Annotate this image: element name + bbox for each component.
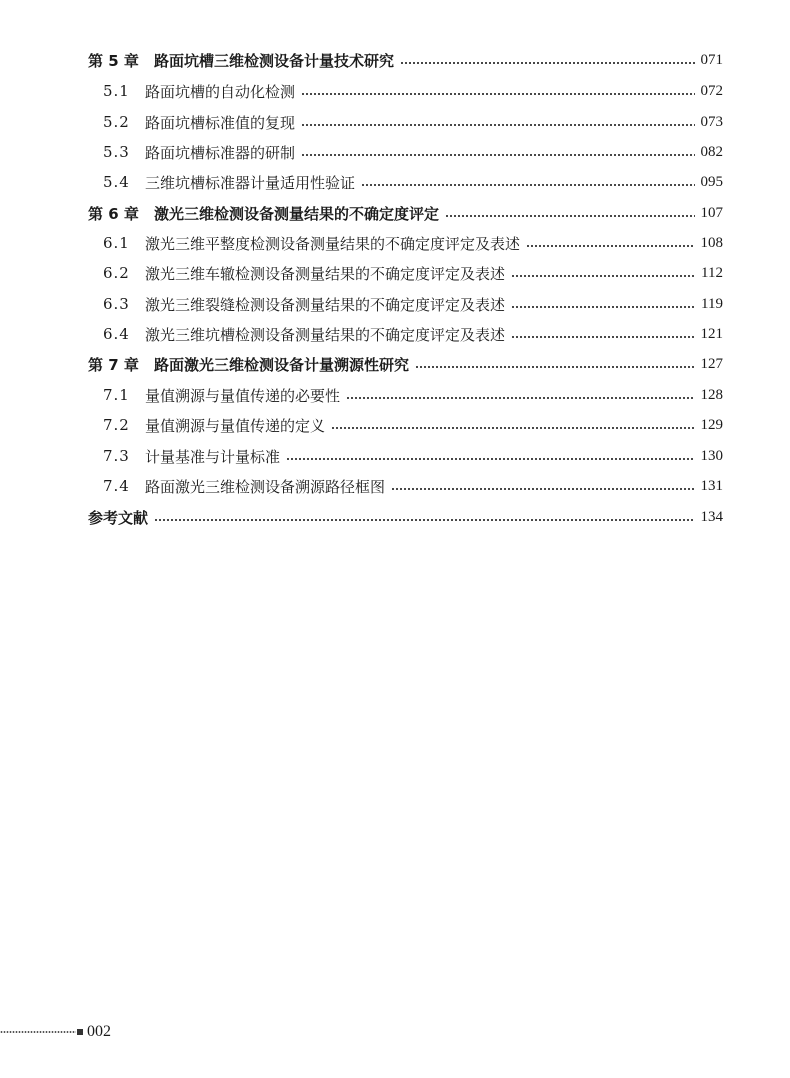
entry-page: 095: [700, 173, 723, 190]
dot-leader: [526, 245, 694, 247]
entry-number: 5.3: [103, 143, 130, 161]
dot-leader: [445, 215, 694, 217]
entry-title: 路面坑槽标准值的复现: [145, 113, 296, 132]
entry-page: 121: [700, 325, 723, 342]
dot-leader: [286, 458, 694, 460]
entry-number: 第 7 章: [88, 355, 139, 374]
entry-title: 参考文献: [88, 508, 149, 527]
entry-number: 6.2: [103, 264, 130, 282]
entry-title: 量值溯源与量值传递的必要性: [145, 386, 341, 405]
footer-rule: [0, 1031, 76, 1033]
entry-page: 112: [701, 264, 723, 281]
entry-page: 130: [700, 447, 723, 464]
entry-number: 7.2: [103, 416, 130, 434]
toc-entry-section-6-1[interactable]: [103, 231, 723, 255]
entry-number: 7.1: [103, 386, 130, 404]
dot-leader: [301, 93, 694, 95]
entry-page: 128: [700, 386, 723, 403]
page-footer: [0, 1022, 111, 1042]
dot-leader: [391, 488, 694, 490]
toc-entry-section-7-4[interactable]: [103, 474, 723, 498]
entry-page: 071: [700, 51, 723, 68]
toc-entry-section-5-3[interactable]: [103, 140, 723, 164]
dot-leader: [361, 184, 694, 186]
entry-page: 082: [700, 143, 723, 160]
entry-number: 7.4: [103, 477, 130, 495]
entry-title: 激光三维车辙检测设备测量结果的不确定度评定及表述: [145, 264, 506, 283]
toc-entry-section-5-1[interactable]: [103, 79, 723, 103]
dot-leader: [511, 336, 694, 338]
entry-title: 路面坑槽的自动化检测: [145, 82, 296, 101]
dot-leader: [154, 519, 694, 521]
toc-entry-section-6-3[interactable]: [103, 292, 723, 316]
entry-title: 量值溯源与量值传递的定义: [145, 416, 326, 435]
toc-entry-section-7-3[interactable]: [103, 444, 723, 468]
dot-leader: [301, 124, 694, 126]
entry-number: 6.4: [103, 325, 130, 343]
dot-leader: [511, 275, 695, 277]
entry-title: 激光三维裂缝检测设备测量结果的不确定度评定及表述: [145, 295, 506, 314]
entry-page: 131: [700, 477, 723, 494]
toc-entry-section-5-4[interactable]: [103, 170, 723, 194]
entry-page: 129: [700, 416, 723, 433]
entry-number: 5.2: [103, 113, 130, 131]
dot-leader: [346, 397, 694, 399]
dot-leader: [511, 306, 695, 308]
entry-title: 三维坑槽标准器计量适用性验证: [145, 173, 356, 192]
entry-page: 127: [700, 355, 723, 372]
entry-title: 激光三维平整度检测设备测量结果的不确定度评定及表述: [145, 234, 521, 253]
entry-number: 第 5 章: [88, 51, 139, 70]
entry-page: 107: [700, 204, 723, 221]
entry-page: 134: [700, 508, 723, 525]
dot-leader: [301, 154, 694, 156]
toc-entry-chapter-7[interactable]: [88, 352, 723, 376]
entry-number: 5.1: [103, 82, 130, 100]
entry-number: 第 6 章: [88, 204, 139, 223]
footer-page-number: 002: [87, 1023, 111, 1040]
entry-page: 108: [700, 234, 723, 251]
entry-page: 119: [701, 295, 723, 312]
entry-page: 073: [700, 113, 723, 130]
entry-number: 6.1: [103, 234, 130, 252]
entry-title: 路面坑槽三维检测设备计量技术研究: [154, 51, 395, 70]
entry-title: 计量基准与计量标准: [145, 447, 281, 466]
dot-leader: [415, 366, 694, 368]
toc-entry-section-7-1[interactable]: [103, 383, 723, 407]
toc-entry-references[interactable]: [88, 505, 723, 529]
entry-number: 5.4: [103, 173, 130, 191]
toc-entry-section-6-4[interactable]: [103, 322, 723, 346]
entry-number: 6.3: [103, 295, 130, 313]
dot-leader: [331, 427, 694, 429]
square-bullet-icon: [77, 1029, 83, 1035]
toc-entry-chapter-6[interactable]: [88, 201, 723, 225]
entry-page: 072: [700, 82, 723, 99]
entry-title: 路面激光三维检测设备计量溯源性研究: [154, 355, 410, 374]
entry-title: 路面坑槽标准器的研制: [145, 143, 296, 162]
entry-title: 激光三维坑槽检测设备测量结果的不确定度评定及表述: [145, 325, 506, 344]
toc-entry-section-5-2[interactable]: [103, 110, 723, 134]
dot-leader: [400, 62, 694, 64]
toc-entry-section-6-2[interactable]: [103, 261, 723, 285]
entry-title: 路面激光三维检测设备溯源路径框图: [145, 477, 386, 496]
entry-title: 激光三维检测设备测量结果的不确定度评定: [154, 204, 440, 223]
toc-entry-section-7-2[interactable]: [103, 413, 723, 437]
toc-entry-chapter-5[interactable]: [88, 48, 723, 72]
entry-number: 7.3: [103, 447, 130, 465]
